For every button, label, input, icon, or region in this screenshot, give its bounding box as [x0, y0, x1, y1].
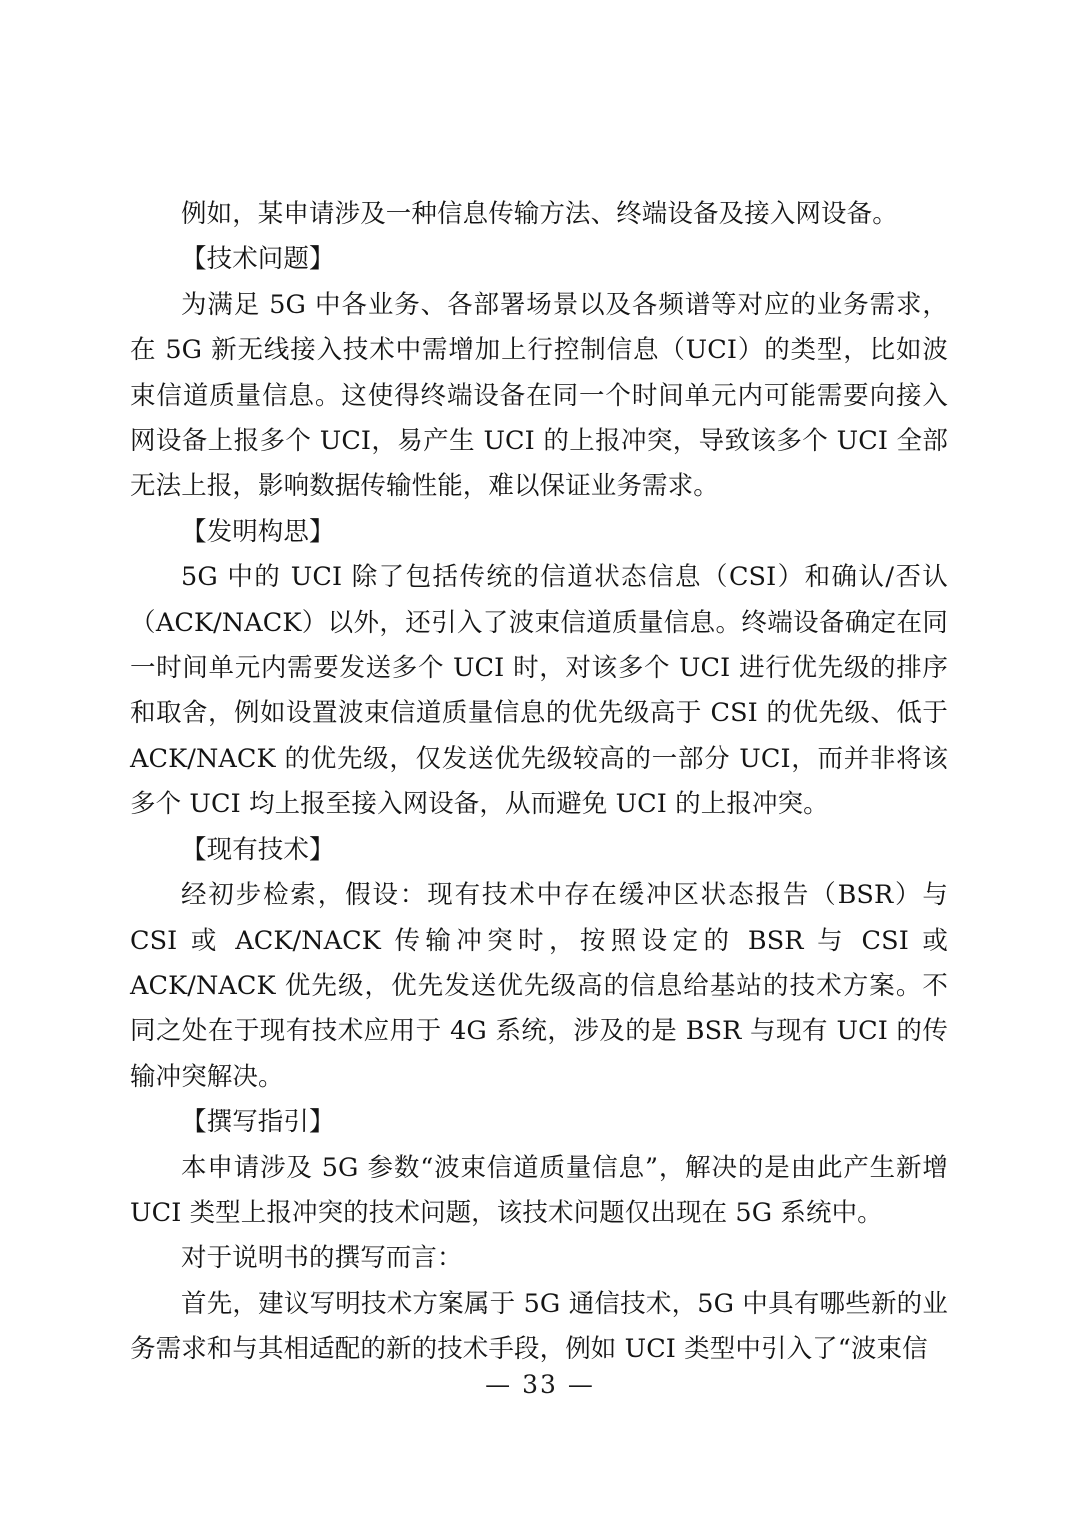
paragraph-specification-drafting-intro: 对于说明书的撰写而言： — [181, 1243, 463, 1274]
document-body — [130, 192, 948, 1373]
section-heading-drafting-guidance: 【撰写指引】 — [181, 1107, 335, 1138]
section-heading-inventive-concept: 【发明构思】 — [181, 516, 335, 547]
page-number: — 33 — — [485, 1370, 595, 1399]
paragraph-example-application: 例如，某申请涉及一种信息传输方法、终端设备及接入网设备。 — [181, 199, 898, 229]
section-heading-prior-art: 【现有技术】 — [181, 834, 335, 865]
section-heading-technical-problem: 【技术问题】 — [181, 244, 335, 275]
paragraph-technical-problem-body: 为满足 5G 中各业务、各部署场景以及各频谱等对应的业务需求，在 5G 新无线接入技术中需增加上行控制信息（UCI）的类型，比如波束信道质量信息。这使得终端设备在同一个时间单元内可能需要向接入网设备上报多个 UCI，易产生 UCI 的上报冲突，导致该多个 UCI 全部无法上报，影响数据传输性能，难以保证业务需求。 — [130, 289, 948, 502]
paragraph-specification-drafting-first: 首先，建议写明技术方案属于 5G 通信技术，5G 中具有哪些新的业务需求和与其相适配的新的技术手段，例如 UCI 类型中引入了“波束信 — [130, 1288, 948, 1365]
paragraph-drafting-guidance-body: 本申请涉及 5G 参数“波束信道质量信息”，解决的是由此产生新增 UCI 类型上报冲突的技术问题，该技术问题仅出现在 5G 系统中。 — [130, 1152, 948, 1228]
paragraph-inventive-concept-body: 5G 中的 UCI 除了包括传统的信道状态信息（CSI）和确认/否认（ACK/NACK）以外，还引入了波束信道质量信息。终端设备确定在同一时间单元内需要发送多个 UCI 时，对该多个 UCI 进行优先级的排序和取舍，例如设置波束信道质量信息的优先级高于 CSI 的优先级、低于 ACK/NACK 的优先级，仅发送优先级较高的一部分 UCI，而并非将该多个 UCI 均上报至接入网设备，从而避免 UCI 的上报冲突。 — [130, 562, 948, 820]
paragraph-prior-art-body: 经初步检索，假设：现有技术中存在缓冲区状态报告（BSR）与 CSI 或 ACK/NACK 传输冲突时，按照设定的 BSR 与 CSI 或 ACK/NACK 优先级，优先发送优先级高的信息给基站的技术方案。不同之处在于现有技术应用于 4G 系统，涉及的是 BSR 与现有 UCI 的传输冲突解决。 — [130, 880, 948, 1092]
